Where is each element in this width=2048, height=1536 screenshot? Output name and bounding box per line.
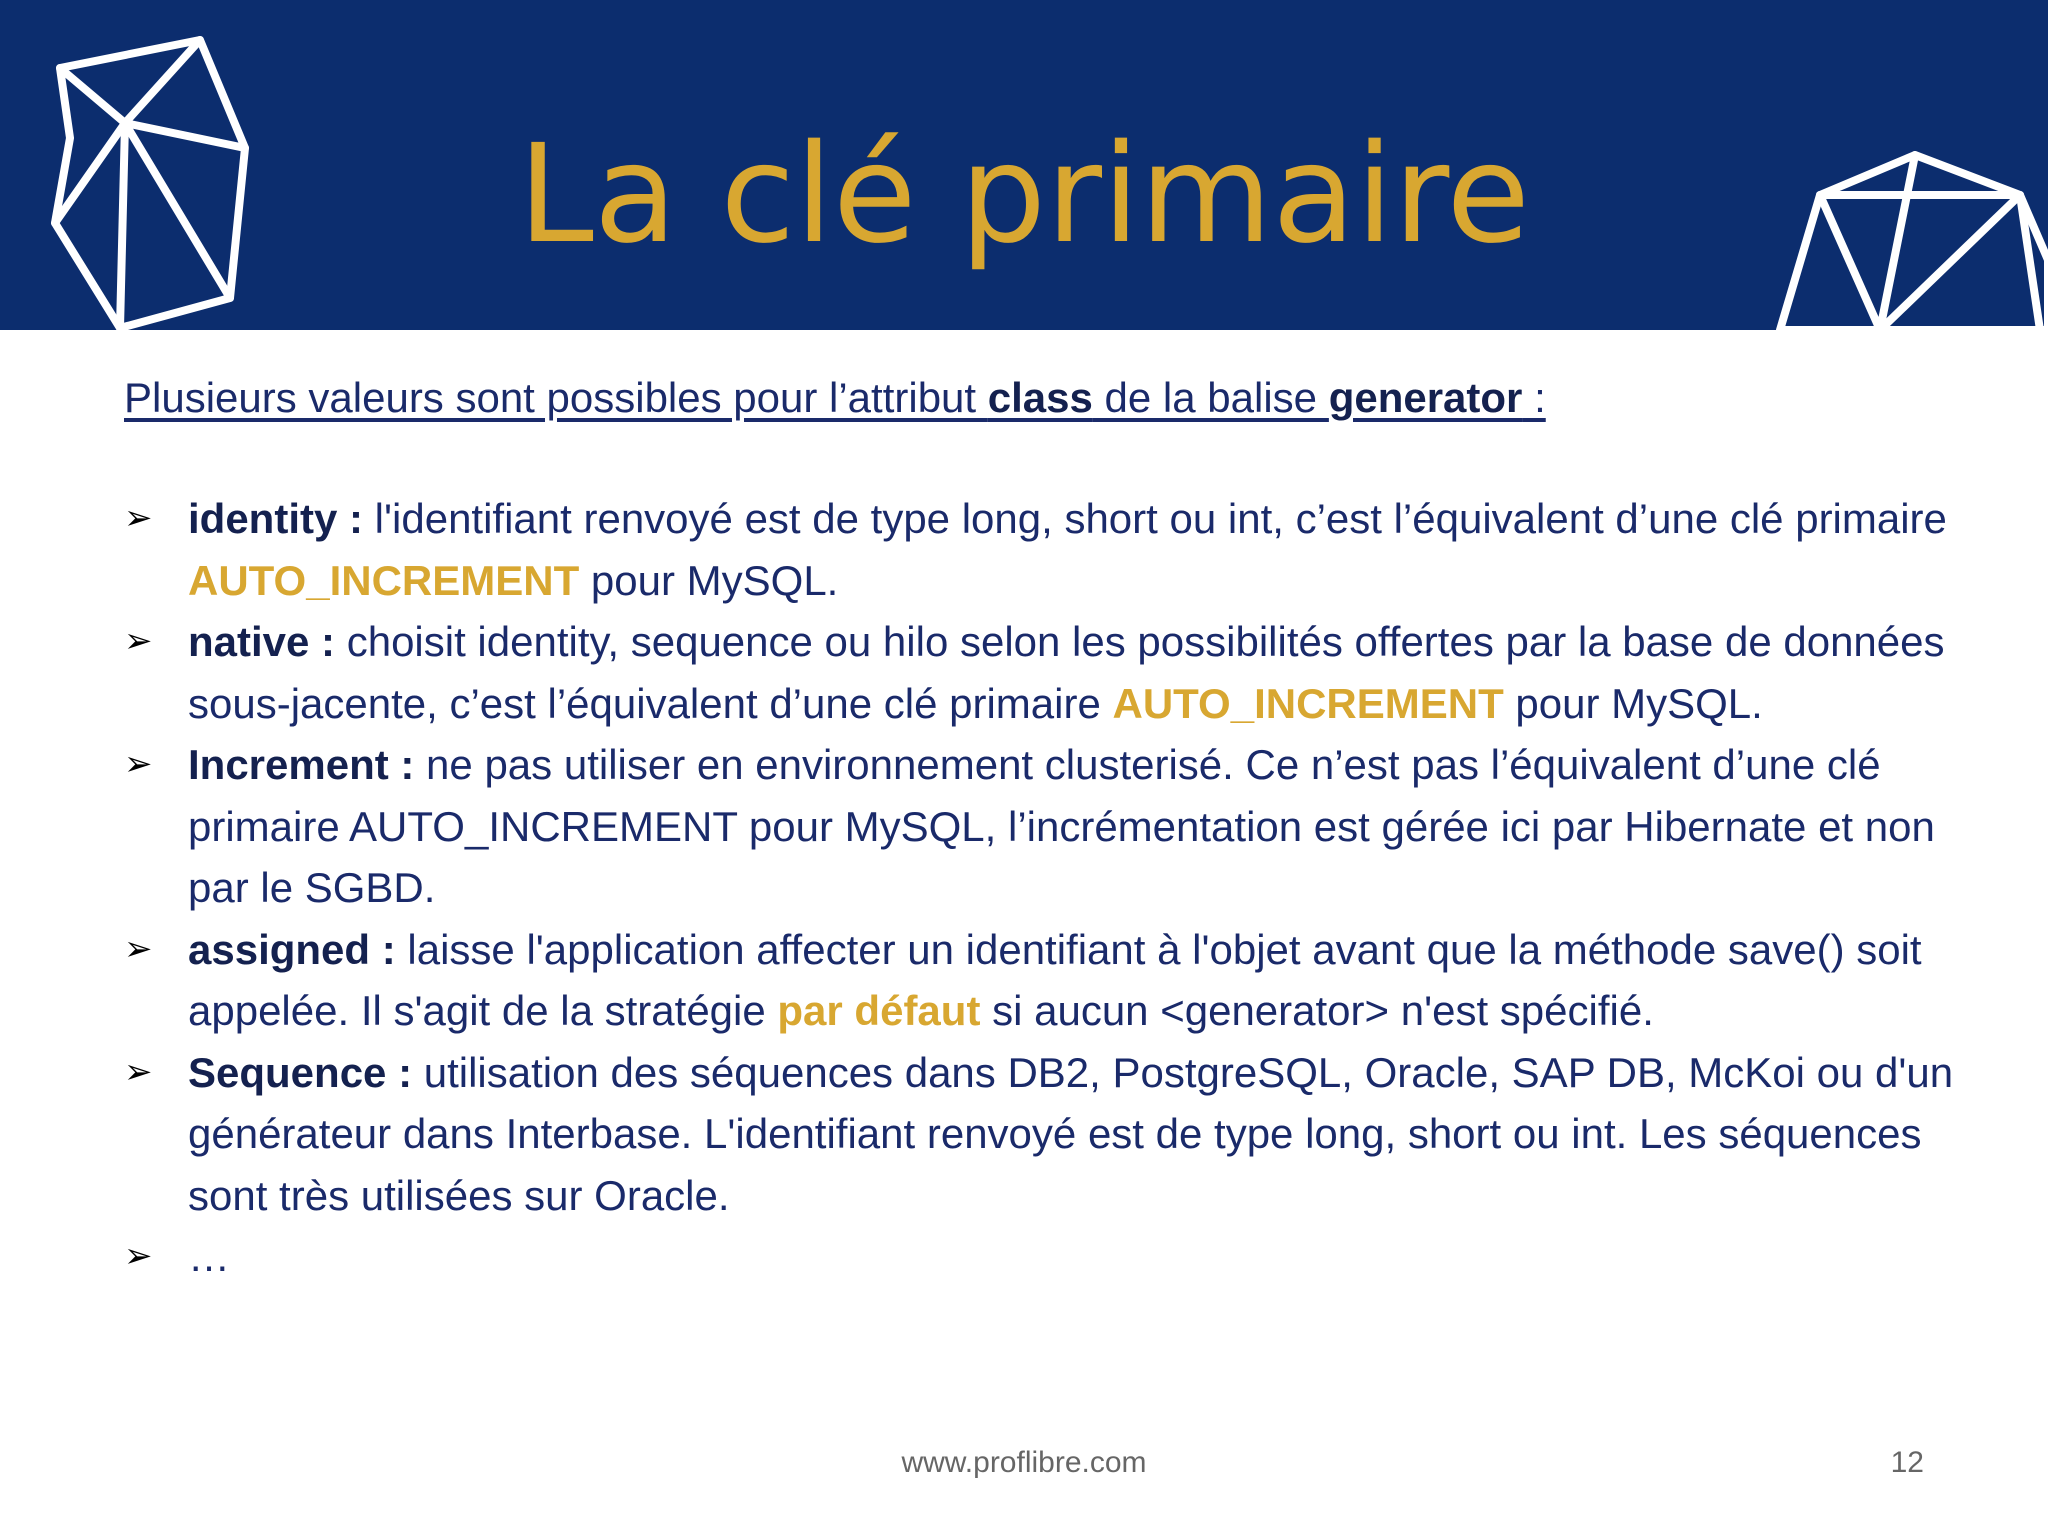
- bullet-text: …: [188, 1233, 230, 1280]
- arrowhead-bullet-icon: ➢: [124, 1052, 153, 1091]
- arrowhead-bullet-icon: ➢: [124, 622, 153, 660]
- bullet-highlight: par défaut: [777, 987, 981, 1034]
- bullet-text: utilisation des séquences dans DB2, PostgreSQL, Oracle, SAP DB, McKoi ou d'un générateur dans Interbase. L'identifiant renvoyé est de type long, short ou int. Les séquences sont très utilisées sur Oracle.: [188, 1048, 1954, 1219]
- intro-text-3: :: [1522, 374, 1546, 421]
- arrowhead-bullet-icon: ➢: [124, 929, 153, 968]
- bullet-text-end: pour MySQL.: [579, 556, 839, 604]
- intro-class-keyword: class: [987, 374, 1093, 421]
- bullet-increment: [124, 734, 1954, 919]
- bullet-identity: [124, 488, 1954, 611]
- bullet-text-end: si aucun <generator> n'est spécifié.: [980, 987, 1654, 1034]
- bullet-term: Sequence :: [188, 1048, 413, 1096]
- arrowhead-bullet-icon: ➢: [124, 745, 153, 783]
- bullet-highlight: AUTO_INCREMENT: [188, 556, 580, 604]
- intro-text-1: Plusieurs valeurs sont possibles pour l’attribut: [124, 374, 988, 421]
- bullet-ellipsis: [124, 1226, 1954, 1288]
- bullet-sequence: [124, 1042, 1954, 1227]
- bullet-text: laisse l'application affecter un identifiant à l'objet avant que la méthode save() soit appelée. Il s'agit de la stratégie: [188, 925, 1922, 1034]
- bullet-term: identity :: [188, 495, 363, 542]
- bullet-text: ne pas utiliser en environnement clusterisé. Ce n’est pas l’équivalent d’une clé primaire AUTO_INCREMENT pour MySQL, l’incrémentation est gérée ici par Hibernate et non par le SGBD.: [188, 741, 1935, 911]
- bullet-text: l'identifiant renvoyé est de type long, short ou int, c’est l’équivalent d’une clé primaire: [363, 495, 1947, 542]
- footer-url: www.proflibre.com: [901, 1446, 1147, 1479]
- slide-title: La clé primaire: [517, 116, 1531, 274]
- intro-line: [124, 368, 1974, 428]
- header-band: [0, 0, 2048, 330]
- page-number: 12: [1890, 1446, 1924, 1479]
- bullet-native: [124, 611, 1954, 734]
- bullet-term: native :: [188, 618, 336, 665]
- bullet-term: assigned :: [188, 925, 396, 973]
- intro-generator-keyword: generator: [1328, 374, 1523, 421]
- bullet-assigned: [124, 919, 1954, 1042]
- arrowhead-bullet-icon: ➢: [124, 1237, 153, 1275]
- bullet-list: [124, 488, 1954, 1288]
- bullet-highlight: AUTO_INCREMENT: [1112, 679, 1504, 727]
- bullet-text-end: pour MySQL.: [1503, 679, 1763, 727]
- bullet-term: Increment :: [188, 741, 415, 788]
- bullet-text: choisit identity, sequence ou hilo selon les possibilités offertes par la base de données sous-jacente, c’est l’équivalent d’une clé primaire: [188, 618, 1945, 727]
- arrowhead-bullet-icon: ➢: [124, 499, 153, 537]
- intro-text-2: de la balise: [1092, 374, 1329, 421]
